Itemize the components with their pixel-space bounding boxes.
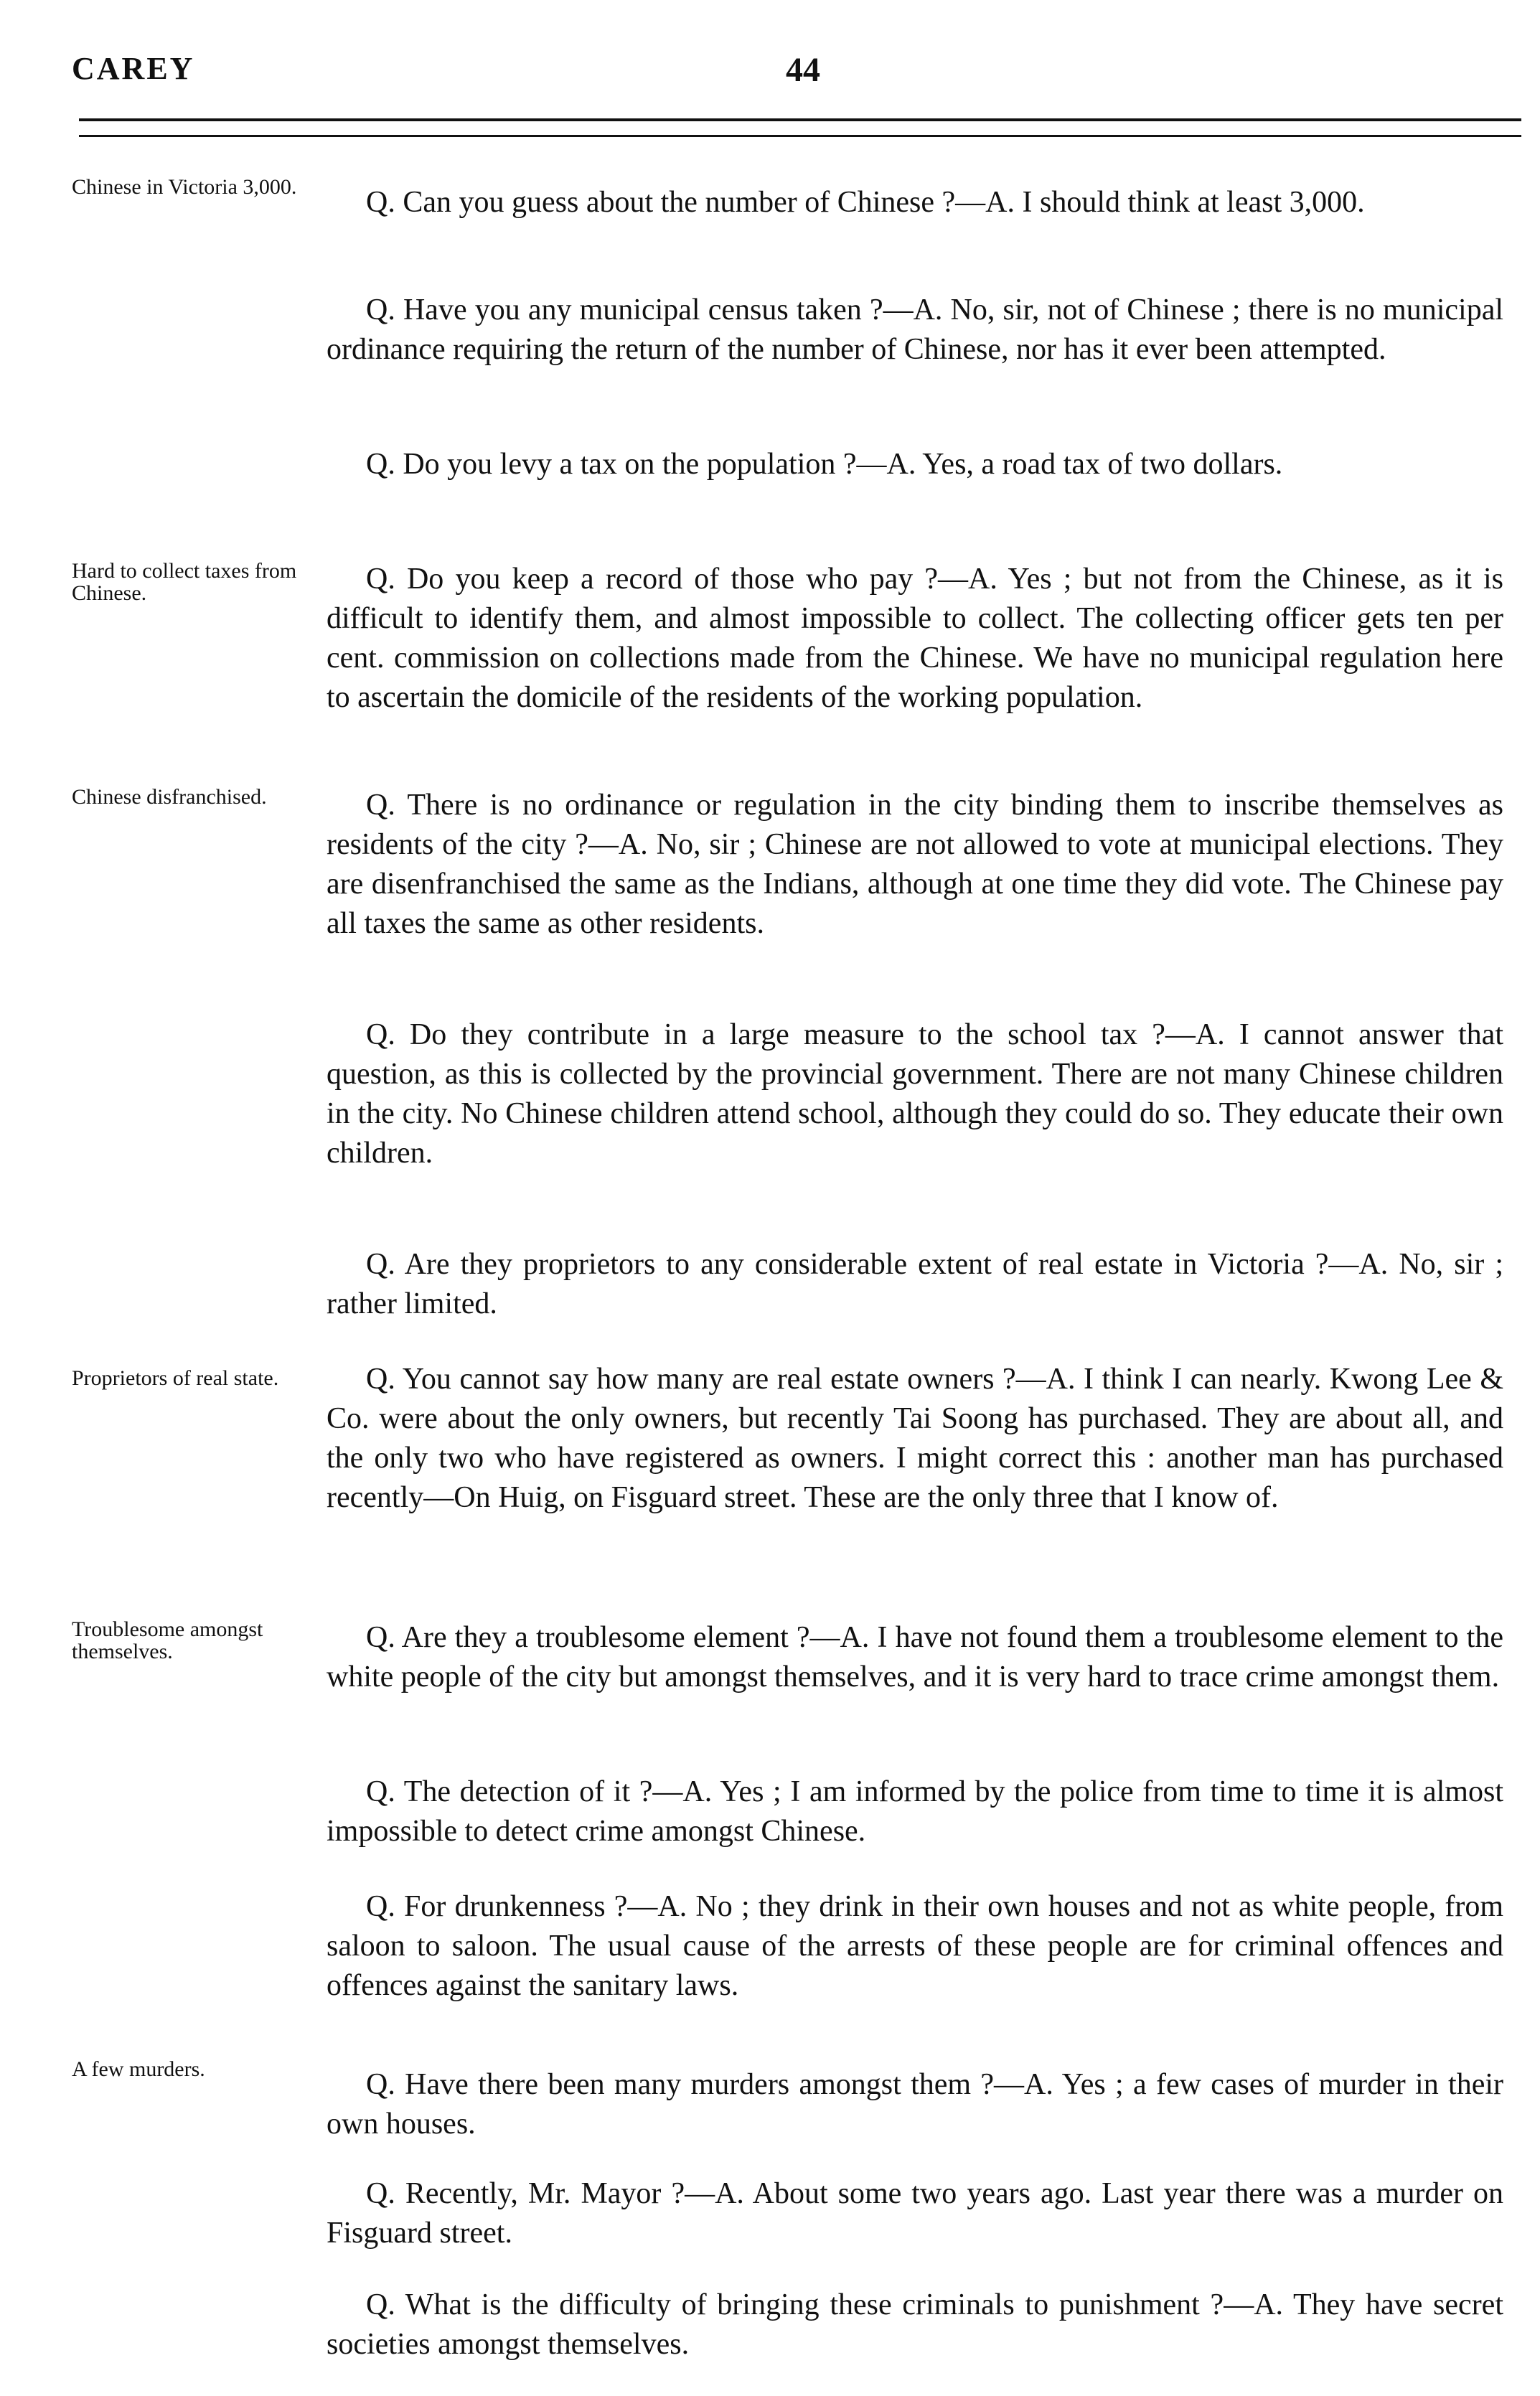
- qa-paragraph: Q. Can you guess about the number of Chinese ?—A. I should think at least 3,000.: [366, 186, 1365, 219]
- qa-paragraph: Q. Do they contribute in a large measure to the school tax ?—A. I cannot answer that question, as this is collected by the provincial government. There are not many Chinese children in the city. No Chinese children attend school, although they could do so. They educate their own children.: [327, 1018, 1503, 1170]
- qa-paragraph: Q. Recently, Mr. Mayor ?—A. About some two years ago. Last year there was a murder on Fisguard street.: [327, 2177, 1503, 2250]
- page-number: 44: [786, 51, 820, 89]
- header-rule-top: [79, 118, 1521, 121]
- qa-paragraph: Q. You cannot say how many are real estate owners ?—A. I think I can nearly. Kwong Lee & Co. were about the only owners, but recently Tai Soong has purchased. They are about all, and the only two who have registered as owners. I might correct this : another man has purchased recently—On Huig, on Fisguard street. These are the only three that I know of.: [327, 1363, 1503, 1514]
- qa-paragraph: Q. Are they a troublesome element ?—A. I have not found them a troublesome element to the white people of the city but amongst themselves, and it is very hard to trace crime amongst them.: [327, 1621, 1503, 1693]
- qa-paragraph: Q. Do you keep a record of those who pay ?—A. Yes ; but not from the Chinese, as it is difficult to identify them, and almost impossible to collect. The collecting officer gets ten per cent. commission on collections made from the Chinese. We have no municipal regulation here to ascertain the domicile of the residents of the working population.: [327, 563, 1503, 714]
- qa-paragraph: Q. For drunkenness ?—A. No ; they drink in their own houses and not as white people, from saloon to saloon. The usual cause of the arrests of these people are for criminal offences and offences against the sanitary laws.: [327, 1890, 1503, 2002]
- qa-paragraph: Q. Have you any municipal census taken ?—A. No, sir, not of Chinese ; there is no municipal ordinance requiring the return of the number of Chinese, nor has it ever been attempted.: [327, 293, 1503, 366]
- header-rule-bottom: [79, 135, 1521, 137]
- qa-paragraph: Q. Do you levy a tax on the population ?—A. Yes, a road tax of two dollars.: [366, 448, 1283, 481]
- margin-note: Proprietors of real state.: [72, 1366, 279, 1390]
- margin-note: Troublesome amongst themselves.: [72, 1617, 263, 1663]
- running-header-author: CAREY: [72, 51, 195, 86]
- qa-paragraph: Q. Are they proprietors to any considerable extent of real estate in Victoria ?—A. No, sir ; rather limited.: [327, 1248, 1503, 1320]
- qa-paragraph: Q. What is the difficulty of bringing these criminals to punishment ?—A. They have secret societies amongst themselves.: [327, 2288, 1503, 2361]
- margin-note: Hard to collect taxes from Chinese.: [72, 559, 297, 605]
- margin-note: A few murders.: [72, 2057, 205, 2081]
- qa-paragraph: Q. There is no ordinance or regulation in the city binding them to inscribe themselves as residents of the city ?—A. No, sir ; Chinese are not allowed to vote at municipal elections. They are disenfranchised the same as the Indians, although at one time they did vote. The Chinese pay all taxes the same as other residents.: [327, 789, 1503, 940]
- qa-paragraph: Q. The detection of it ?—A. Yes ; I am informed by the police from time to time it is almost impossible to detect crime amongst Chinese.: [327, 1775, 1503, 1848]
- margin-note: Chinese in Victoria 3,000.: [72, 175, 297, 199]
- margin-note: Chinese disfranchised.: [72, 785, 267, 809]
- qa-paragraph: Q. Have there been many murders amongst them ?—A. Yes ; a few cases of murder in their own houses.: [327, 2068, 1503, 2141]
